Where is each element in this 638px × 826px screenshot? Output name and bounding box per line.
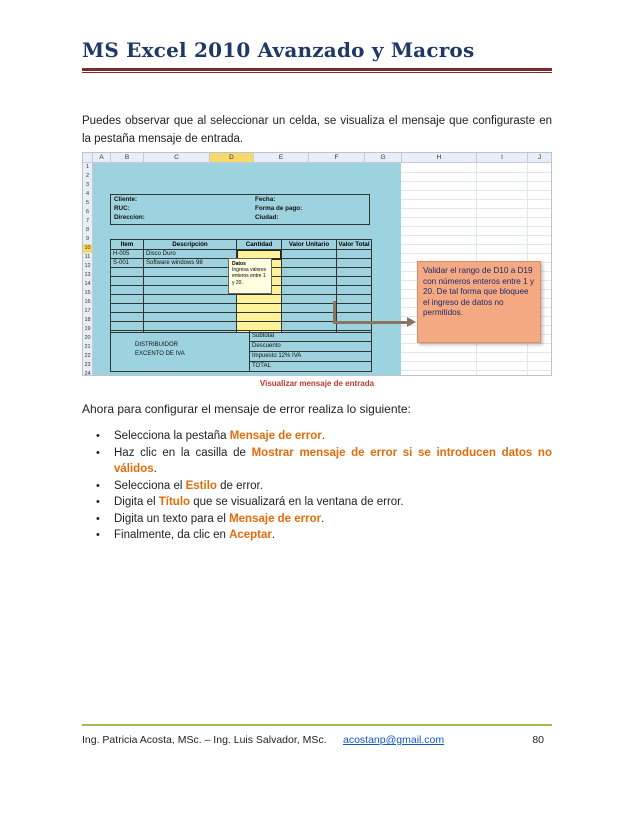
table-cell: Software windows 98 [146,260,203,266]
table-row-line [111,303,371,304]
bullet-icon: • [96,479,100,492]
input-message-tooltip [228,258,272,294]
step-highlight: Título [158,496,191,508]
step-highlight: Mostrar mensaje de error si se introducen datos no válidos [114,446,552,475]
th-valor-total: Valor Total [338,241,370,248]
label-direccion: Direccion: [114,214,145,221]
column-header: H [402,153,477,163]
bullet-icon: • [96,496,100,508]
label-cliente: Cliente: [114,196,138,203]
list-item [92,527,552,544]
footer-divider [82,724,552,726]
list-item [92,478,552,495]
bullet-icon: • [96,430,100,442]
customer-info-box [110,194,370,225]
page-footer [82,734,552,746]
validation-callout: Validar el rango de D10 a D19 con números enteros entre 1 y 20. De tal forma que bloquee el ingreso de datos no permitidos. [417,261,541,343]
footer-authors: Ing. Patricia Acosta, MSc. – Ing. Luis Salvador, MSc. [82,734,327,746]
row-header: 12 [83,262,93,272]
impuesto-label: Impuesto 12% IVA [252,353,302,359]
column-header: I [477,153,528,163]
bullet-icon: • [96,529,100,541]
label-fecha: Fecha: [255,196,276,203]
grid-line [401,217,551,218]
grid-line [401,208,551,209]
corner-cell [83,153,93,163]
th-descripcion: Descripción [172,241,208,248]
grid-line [401,343,551,344]
tooltip-body: Ingresa valores enteros entre 1 y 20. [232,267,267,286]
column-header: E [254,153,309,163]
row-header: 7 [83,217,93,227]
table-col-line [143,240,144,332]
grid-line [401,253,551,254]
step-highlight: Aceptar [229,529,272,541]
row-header: 5 [83,199,93,209]
step-text: de error. [216,479,263,492]
table-cell: H-005 [113,251,130,257]
arrow-head-icon [407,317,416,327]
row-header: 17 [83,307,93,317]
step-text: Haz clic en la casilla de [114,446,252,459]
bullet-icon: • [96,512,100,525]
page-number: 80 [532,734,544,746]
step-text: . [153,463,157,475]
list-item [92,511,552,528]
grid-line [401,172,551,173]
row-header: 13 [83,271,93,281]
table-header-row [111,240,371,250]
row-header: 11 [83,253,93,263]
row-header: 14 [83,280,93,290]
grid-line [401,235,551,236]
totals-box [110,331,372,372]
row-header: 15 [83,289,93,299]
grid-line [401,352,551,353]
grid-line [401,370,551,371]
list-item [92,445,552,478]
grid-line [401,181,551,182]
th-item: Item [120,241,134,248]
step-highlight: Mensaje de error [229,512,322,525]
th-valor-unitario: Valor Unitario [288,241,330,248]
figure-caption: Visualizar mensaje de entrada [259,379,375,388]
arrow-connector [333,301,336,323]
step-text: que se visualizará en la ventana de error. [190,496,404,508]
column-header: F [309,153,365,163]
step-text: Digita un texto para el [114,512,230,525]
list-item [92,494,552,511]
arrow-connector [333,321,409,324]
row-header: 16 [83,298,93,308]
label-ciudad: Ciudad: [255,214,279,221]
grid-line [401,199,551,200]
error-intro-paragraph: Ahora para configurar el mensaje de error realiza lo siguiente: [82,402,411,416]
totals-line [249,361,371,362]
row-header: 10 [83,244,93,254]
spreadsheet-screenshot [82,152,552,376]
title-divider-thin [82,72,552,73]
row-header: 19 [83,325,93,335]
grid-line [401,361,551,362]
step-highlight: Estilo [185,479,217,492]
row-header: 3 [83,181,93,191]
row-header: 20 [83,334,93,344]
table-row-line [111,312,371,313]
row-header: 8 [83,226,93,236]
page-title: MS Excel 2010 Avanzado y Macros [82,38,475,62]
column-header: C [144,153,210,163]
table-row-line [111,294,371,295]
row-header: 21 [83,343,93,353]
label-ruc: RUC: [114,205,130,212]
row-header: 24 [83,370,93,376]
table-row-line [111,321,371,322]
row-header: 23 [83,361,93,371]
title-divider [82,68,552,71]
step-text: Selecciona la pestaña [114,430,230,442]
column-header: B [111,153,144,163]
totals-line [249,341,371,342]
step-text: Finalmente, da clic en [114,529,230,541]
step-text: . [271,529,276,541]
table-cell: Disco Duro [146,251,176,257]
tooltip-title: Datos [232,261,246,267]
step-text: . [321,512,325,525]
column-header-selected: D [210,153,254,163]
footer-email-link[interactable]: acostanp@gmail.com [343,734,445,746]
row-header: 18 [83,316,93,326]
row-header: 2 [83,172,93,182]
step-text: Digita el [114,496,159,508]
th-cantidad: Cantidad [245,241,273,248]
row-header: 9 [83,235,93,245]
totals-line [249,351,371,352]
column-header: A [93,153,111,163]
row-header: 4 [83,190,93,200]
subtotal-label: Subtotal [252,333,275,339]
label-forma-pago: Forma de pago: [255,205,303,212]
descuento-label: Descuento [252,343,281,349]
grid-line [401,190,551,191]
column-header: G [365,153,402,163]
table-col-line [336,240,337,332]
row-header: 22 [83,352,93,362]
table-col-line [281,240,282,332]
step-highlight: Mensaje de error [229,430,322,442]
grid-line [401,244,551,245]
steps-list [92,428,552,544]
row-header: 6 [83,208,93,218]
row-header: 1 [83,163,93,173]
intro-paragraph: Puedes observar que al seleccionar un celda, se visualiza el mensaje que configuraste en la pestaña mensaje de entrada. [82,115,552,145]
distribuidor-label: DISTRIBUIDOR [135,342,179,348]
step-text: . [321,430,325,442]
step-text: Selecciona el [114,479,186,492]
grid-line [401,226,551,227]
total-label: TOTAL [252,363,271,369]
excento-label: EXCENTO DE IVA [135,351,185,357]
table-cell: S-001 [113,260,130,266]
bullet-icon: • [96,446,100,459]
column-header: J [528,153,552,163]
list-item [92,428,552,445]
